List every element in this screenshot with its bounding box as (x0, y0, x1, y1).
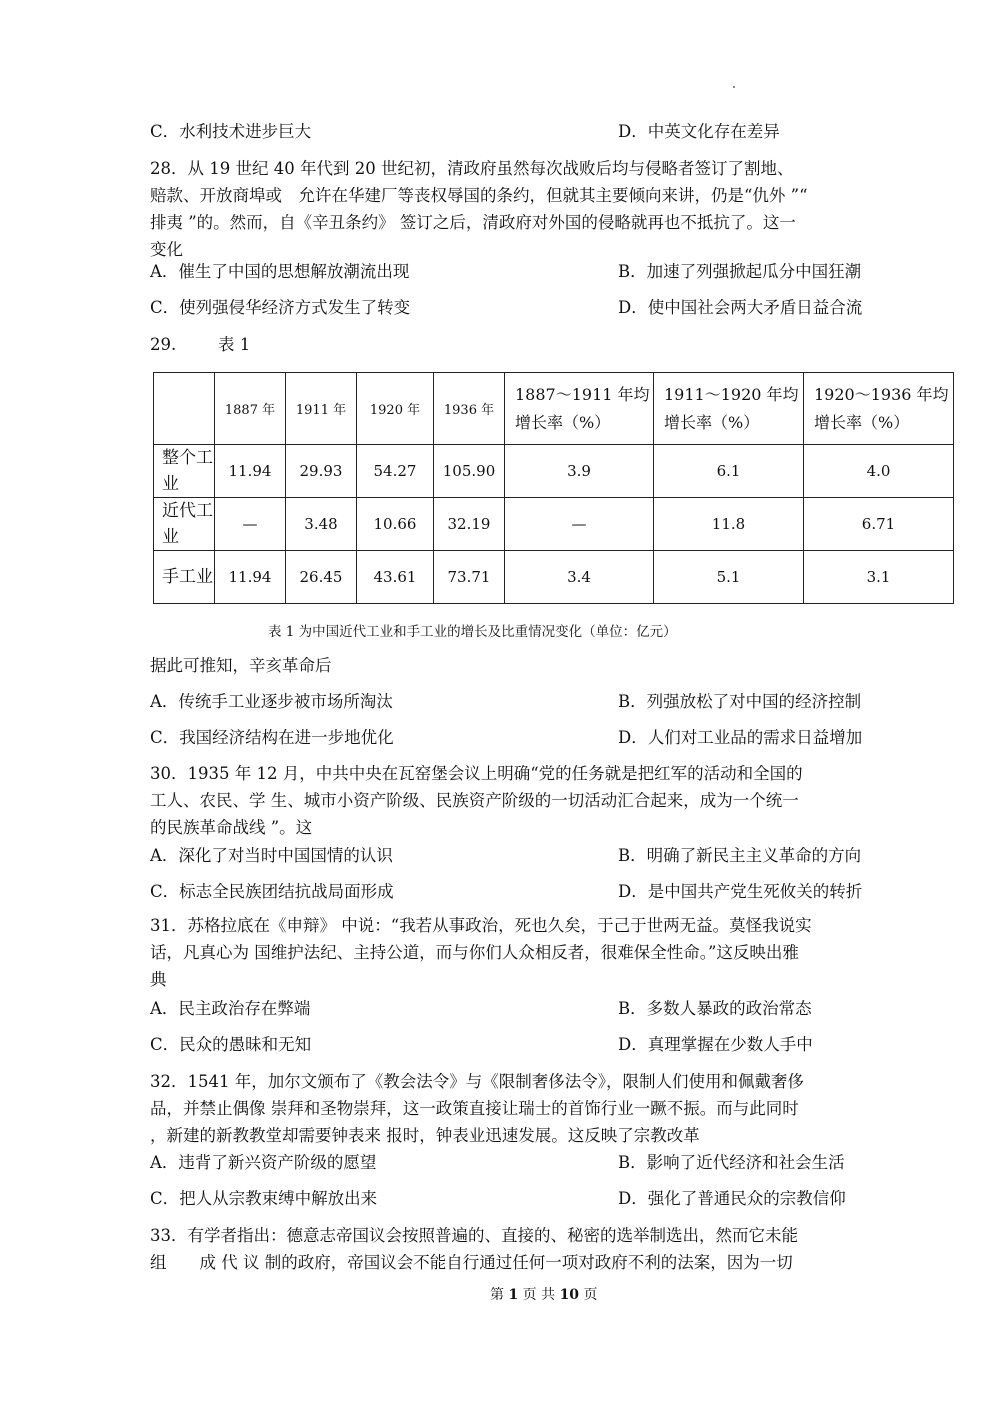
q30-line: 工人、农民、学 生、城市小资产阶级、民族资产阶级的一切活动汇合起来，成为一个统一 (150, 791, 799, 810)
q29-options-ab (150, 690, 862, 714)
table-cell: 3.4 (505, 551, 654, 604)
page-footer (490, 1284, 598, 1304)
header-cell (154, 373, 215, 445)
q33-line: 33．有学者指出：德意志帝国议会按照普遍的、直接的、秘密的选举制选出，然而它未能 (150, 1226, 798, 1245)
table-cell: 3.1 (804, 551, 954, 604)
footer-post: 页 (579, 1287, 598, 1303)
q31-line: 31．苏格拉底在《申辩》 中说：“我若从事政治，死也久矣，于己于世两无益。莫怪我说实 (150, 916, 812, 935)
header-cell: 1936 年 (434, 373, 505, 445)
footer-mid: 页 共 (518, 1287, 560, 1303)
q32-options-ab (150, 1151, 850, 1175)
q32-line: 品，并禁止偶像 崇拜和圣物崇拜，这一政策直接让瑞士的首饰行业一蹶不振。而与此同时 (150, 1099, 799, 1118)
q32-option-a: A．违背了新兴资产阶级的愿望 (150, 1153, 377, 1172)
row-label: 手工业 (154, 551, 215, 604)
q31-options-cd (150, 1033, 850, 1057)
table-cell: 26.45 (286, 551, 357, 604)
q27-option-d: D．中英文化存在差异 (618, 122, 780, 141)
table-header-row (154, 373, 954, 445)
q29-option-c: C．我国经济结构在进一步地优化 (150, 728, 394, 747)
header-cell: 1911 年 (286, 373, 357, 445)
table-cell: 11.94 (215, 445, 286, 498)
table-row (154, 551, 954, 604)
footer-page-total: 10 (559, 1287, 580, 1303)
q28-option-a: A．催生了中国的思想解放潮流出现 (150, 262, 410, 281)
q30-option-a: A．深化了对当时中国国情的认识 (150, 846, 393, 865)
q28-option-b: B．加速了列强掀起瓜分中国狂潮 (618, 262, 862, 281)
q28-option-d: D．使中国社会两大矛盾日益合流 (618, 298, 863, 317)
q31-stem (150, 912, 844, 993)
table-cell: 6.71 (804, 498, 954, 551)
header-cell: 1911～1920 年均增长率（%） (654, 373, 804, 445)
q29-stem: 据此可推知，辛亥革命后 (150, 656, 332, 675)
q28-option-c: C．使列强侵华经济方式发生了转变 (150, 298, 411, 317)
table-cell: — (505, 498, 654, 551)
q31-option-a: A．民主政治存在弊端 (150, 999, 311, 1018)
row-label: 整个工业 (154, 445, 215, 498)
table-caption: 表 1 为中国近代工业和手工业的增长及比重情况变化（单位：亿元） (268, 624, 677, 640)
footer-page-number: 1 (508, 1287, 519, 1303)
q28-stem (150, 155, 844, 263)
q31-option-b: B．多数人暴政的政治常态 (618, 999, 812, 1018)
scan-dot (733, 86, 735, 88)
q32-option-b: B．影响了近代经济和社会生活 (618, 1153, 845, 1172)
q30-option-d: D．是中国共产党生死攸关的转折 (618, 882, 863, 901)
table-cell: 105.90 (434, 445, 505, 498)
q32-line: ，新建的新教教堂却需要钟表来 报时，钟表业迅速发展。这反映了宗教改革 (150, 1126, 700, 1145)
q27-option-c: C．水利技术进步巨大 (150, 122, 312, 141)
industry-table (153, 372, 954, 604)
table-cell: 43.61 (357, 551, 434, 604)
q29-heading (150, 333, 850, 357)
q32-option-c: C．把人从宗教束缚中解放出来 (150, 1189, 378, 1208)
q32-line: 32．1541 年，加尔文颁布了《教会法令》与《限制奢侈法令》，限制人们使用和佩戴奢侈 (150, 1072, 804, 1091)
q28-line: 赔款、开放商埠或 允许在华建厂等丧权辱国的条约，但就其主要倾向来讲，仍是“仇外 ”“ (150, 186, 808, 205)
q28-options-cd (150, 296, 863, 320)
q29-options-cd (150, 726, 863, 750)
q30-options-cd (150, 880, 863, 904)
q29-number: 29. (150, 335, 177, 354)
q31-option-d: D．真理掌握在少数人手中 (618, 1035, 813, 1054)
q31-line: 典 (150, 970, 167, 989)
table-title: 表 1 (218, 335, 251, 354)
header-cell: 1920 年 (357, 373, 434, 445)
q31-options-ab (150, 997, 850, 1021)
q28-line: 28．从 19 世纪 40 年代到 20 世纪初，清政府虽然每次战败后均与侵略者签订了割地、 (150, 159, 794, 178)
q27-options-row (150, 120, 850, 144)
q30-line: 30．1935 年 12 月，中共中央在瓦窑堡会议上明确“党的任务就是把红军的活动和全国的 (150, 764, 803, 783)
table-cell: 10.66 (357, 498, 434, 551)
q28-line: 排夷 ”的。然而，自《辛丑条约》 签订之后，清政府对外国的侵略就再也不抵抗了。这一 (150, 213, 796, 232)
footer-pre: 第 (490, 1287, 509, 1303)
table-row (154, 498, 954, 551)
table-cell: 11.8 (654, 498, 804, 551)
table-cell: 29.93 (286, 445, 357, 498)
table-cell: — (215, 498, 286, 551)
table-row (154, 445, 954, 498)
q30-option-b: B．明确了新民主主义革命的方向 (618, 846, 862, 865)
q32-stem (150, 1068, 844, 1149)
q31-line: 话，凡真心为 国维护法纪、主持公道，而与你们人众相反者，很难保全性命。”这反映出雅 (150, 943, 799, 962)
header-cell: 1887 年 (215, 373, 286, 445)
table-cell: 5.1 (654, 551, 804, 604)
table-cell: 11.94 (215, 551, 286, 604)
table-cell: 73.71 (434, 551, 505, 604)
table-cell: 6.1 (654, 445, 804, 498)
q30-options-ab (150, 844, 862, 868)
q30-line: 的民族革命战线 ”。这 (150, 818, 313, 837)
q28-line: 变化 (150, 240, 183, 259)
q29-option-a: A．传统手工业逐步被市场所淘汰 (150, 692, 393, 711)
q32-option-d: D．强化了普通民众的宗教信仰 (618, 1189, 846, 1208)
table-cell: 54.27 (357, 445, 434, 498)
q32-options-cd (150, 1187, 850, 1211)
q28-options-ab (150, 260, 862, 284)
q33-line: 组 成 代 议 制的政府，帝国议会不能自行通过任何一项对政府不利的法案，因为一切 (150, 1253, 793, 1272)
header-cell: 1920～1936 年均增长率（%） (804, 373, 954, 445)
q33-stem (150, 1222, 844, 1276)
q29-option-b: B．列强放松了对中国的经济控制 (618, 692, 862, 711)
q30-stem (150, 760, 844, 841)
row-label: 近代工业 (154, 498, 215, 551)
q30-option-c: C．标志全民族团结抗战局面形成 (150, 882, 394, 901)
table-cell: 32.19 (434, 498, 505, 551)
table-cell: 3.9 (505, 445, 654, 498)
table-cell: 3.48 (286, 498, 357, 551)
header-cell: 1887～1911 年均增长率（%） (505, 373, 654, 445)
q31-option-c: C．民众的愚昧和无知 (150, 1035, 312, 1054)
q29-option-d: D．人们对工业品的需求日益增加 (618, 728, 863, 747)
table-cell: 4.0 (804, 445, 954, 498)
